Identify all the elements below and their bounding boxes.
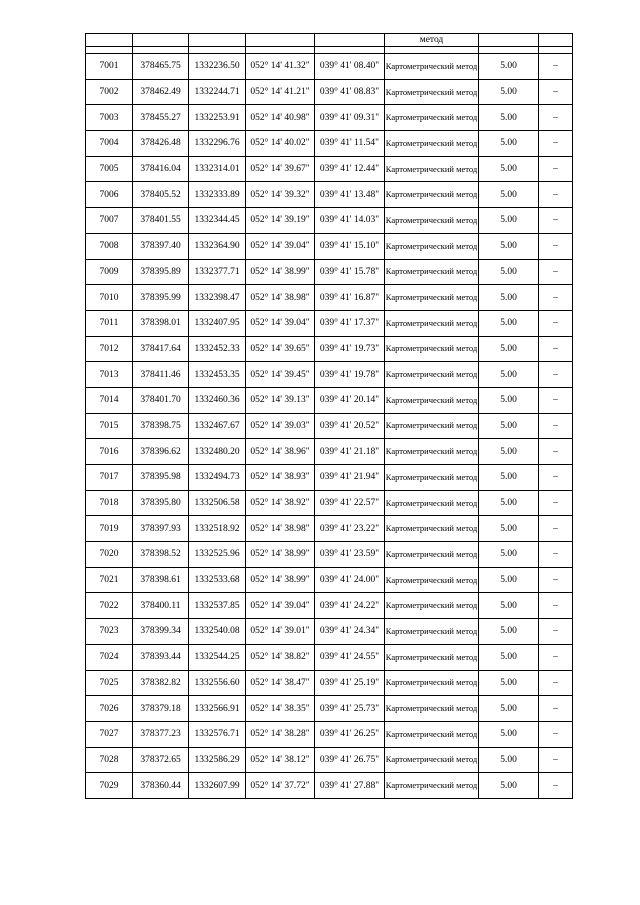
accuracy-cell: 5.00: [479, 721, 539, 747]
description-cell: –: [539, 465, 573, 491]
point-number-cell: 7005: [86, 156, 133, 182]
accuracy-cell: 5.00: [479, 465, 539, 491]
method-cell: Картометрический метод: [385, 619, 479, 645]
point-number-cell: 7016: [86, 439, 133, 465]
accuracy-cell: 5.00: [479, 516, 539, 542]
y-coordinate-cell: 1332236.50: [189, 54, 246, 80]
accuracy-cell: 5.00: [479, 285, 539, 311]
table-row: [86, 747, 573, 773]
point-number-cell: 7007: [86, 208, 133, 234]
latitude-cell: 052° 14' 39.04": [246, 233, 315, 259]
table-row: [86, 105, 573, 131]
y-coordinate-cell: 1332314.01: [189, 156, 246, 182]
accuracy-cell: 5.00: [479, 182, 539, 208]
accuracy-cell: 5.00: [479, 747, 539, 773]
description-cell: –: [539, 131, 573, 157]
longitude-cell: 039° 41' 26.25": [315, 721, 385, 747]
point-number-cell: 7004: [86, 131, 133, 157]
y-coordinate-cell: 1332296.76: [189, 131, 246, 157]
table-row: [86, 310, 573, 336]
latitude-cell: 052° 14' 38.93": [246, 465, 315, 491]
method-cell: Картометрический метод: [385, 721, 479, 747]
x-coordinate-cell: 378398.61: [133, 567, 189, 593]
point-number-cell: 7011: [86, 310, 133, 336]
latitude-cell: 052° 14' 38.98": [246, 516, 315, 542]
x-coordinate-cell: 378462.49: [133, 79, 189, 105]
latitude-cell: 052° 14' 40.02": [246, 131, 315, 157]
longitude-cell: 039° 41' 27.88": [315, 773, 385, 799]
accuracy-cell: 5.00: [479, 542, 539, 568]
table-row: [86, 542, 573, 568]
point-number-cell: 7027: [86, 721, 133, 747]
latitude-cell: 052° 14' 39.45": [246, 362, 315, 388]
x-coordinate-cell: 378398.01: [133, 310, 189, 336]
table-body: [86, 34, 573, 799]
table-row: [86, 670, 573, 696]
longitude-cell: 039° 41' 23.22": [315, 516, 385, 542]
x-coordinate-cell: 378377.23: [133, 721, 189, 747]
method-cell: Картометрический метод: [385, 131, 479, 157]
table-row: [86, 259, 573, 285]
point-number-cell: 7012: [86, 336, 133, 362]
table-row: [86, 131, 573, 157]
latitude-cell: 052° 14' 40.98": [246, 105, 315, 131]
x-coordinate-cell: 378397.93: [133, 516, 189, 542]
accuracy-cell: 5.00: [479, 567, 539, 593]
y-coordinate-cell: 1332398.47: [189, 285, 246, 311]
x-coordinate-cell: 378393.44: [133, 644, 189, 670]
x-coordinate-cell: 378398.52: [133, 542, 189, 568]
accuracy-cell: 5.00: [479, 593, 539, 619]
point-number-cell: 7025: [86, 670, 133, 696]
x-coordinate-cell: 378395.89: [133, 259, 189, 285]
latitude-cell: 052° 14' 39.13": [246, 387, 315, 413]
description-cell: –: [539, 285, 573, 311]
y-coordinate-cell: 1332566.91: [189, 696, 246, 722]
method-cell: Картометрический метод: [385, 233, 479, 259]
method-cell: Картометрический метод: [385, 439, 479, 465]
method-cell: Картометрический метод: [385, 773, 479, 799]
table-row: [86, 696, 573, 722]
y-coordinate-cell: 1332453.35: [189, 362, 246, 388]
latitude-cell: 052° 14' 39.32": [246, 182, 315, 208]
description-cell: –: [539, 490, 573, 516]
table-row: [86, 516, 573, 542]
y-coordinate-cell: 1332586.29: [189, 747, 246, 773]
method-cell: Картометрический метод: [385, 644, 479, 670]
y-coordinate-cell: 1332253.91: [189, 105, 246, 131]
x-coordinate-cell: 378401.70: [133, 387, 189, 413]
latitude-cell: 052° 14' 38.96": [246, 439, 315, 465]
latitude-cell: 052° 14' 38.12": [246, 747, 315, 773]
point-number-cell: 7029: [86, 773, 133, 799]
method-cell: Картометрический метод: [385, 387, 479, 413]
x-coordinate-cell: 378396.62: [133, 439, 189, 465]
description-cell: –: [539, 259, 573, 285]
longitude-cell: 039° 41' 08.83": [315, 79, 385, 105]
longitude-cell: 039° 41' 15.10": [315, 233, 385, 259]
x-coordinate-cell: 378360.44: [133, 773, 189, 799]
longitude-cell: 039° 41' 19.78": [315, 362, 385, 388]
accuracy-cell: 5.00: [479, 310, 539, 336]
table-row: [86, 182, 573, 208]
point-number-cell: 7017: [86, 465, 133, 491]
method-cell: Картометрический метод: [385, 156, 479, 182]
longitude-cell: 039° 41' 09.31": [315, 105, 385, 131]
accuracy-cell: 5.00: [479, 79, 539, 105]
longitude-cell: 039° 41' 24.55": [315, 644, 385, 670]
table-row: [86, 490, 573, 516]
description-cell: –: [539, 79, 573, 105]
point-number-cell: 7022: [86, 593, 133, 619]
x-coordinate-cell: 378395.99: [133, 285, 189, 311]
point-number-cell: 7024: [86, 644, 133, 670]
method-cell: Картометрический метод: [385, 310, 479, 336]
x-coordinate-cell: 378401.55: [133, 208, 189, 234]
latitude-cell: 052° 14' 37.72": [246, 773, 315, 799]
description-cell: –: [539, 362, 573, 388]
x-coordinate-cell: 378395.80: [133, 490, 189, 516]
latitude-cell: 052° 14' 38.35": [246, 696, 315, 722]
method-cell: Картометрический метод: [385, 465, 479, 491]
table-row: [86, 644, 573, 670]
point-number-cell: 7021: [86, 567, 133, 593]
description-cell: –: [539, 542, 573, 568]
method-cell: Картометрический метод: [385, 413, 479, 439]
y-coordinate-cell: 1332607.99: [189, 773, 246, 799]
description-cell: –: [539, 156, 573, 182]
method-cell: Картометрический метод: [385, 79, 479, 105]
description-cell: –: [539, 619, 573, 645]
x-coordinate-cell: 378417.64: [133, 336, 189, 362]
point-number-cell: 7001: [86, 54, 133, 80]
x-coordinate-cell: 378399.34: [133, 619, 189, 645]
latitude-cell: 052° 14' 39.04": [246, 310, 315, 336]
x-coordinate-cell: 378395.98: [133, 465, 189, 491]
description-cell: –: [539, 747, 573, 773]
method-cell: Картометрический метод: [385, 747, 479, 773]
point-number-cell: 7020: [86, 542, 133, 568]
latitude-cell: 052° 14' 38.99": [246, 567, 315, 593]
latitude-cell: 052° 14' 39.67": [246, 156, 315, 182]
table-row: [86, 465, 573, 491]
point-number-cell: 7003: [86, 105, 133, 131]
accuracy-cell: 5.00: [479, 208, 539, 234]
method-cell: Картометрический метод: [385, 670, 479, 696]
y-coordinate-cell: 1332506.58: [189, 490, 246, 516]
latitude-cell: 052° 14' 38.28": [246, 721, 315, 747]
longitude-cell: 039° 41' 19.73": [315, 336, 385, 362]
continued-row: [86, 34, 573, 47]
description-cell: –: [539, 182, 573, 208]
point-number-cell: 7019: [86, 516, 133, 542]
x-coordinate-cell: 378411.46: [133, 362, 189, 388]
accuracy-cell: 5.00: [479, 387, 539, 413]
x-coordinate-cell: 378416.04: [133, 156, 189, 182]
latitude-cell: 052° 14' 39.03": [246, 413, 315, 439]
method-cell: Картометрический метод: [385, 362, 479, 388]
point-number-cell: 7015: [86, 413, 133, 439]
point-number-cell: 7014: [86, 387, 133, 413]
point-number-cell: 7018: [86, 490, 133, 516]
method-cell: Картометрический метод: [385, 567, 479, 593]
method-cell: Картометрический метод: [385, 490, 479, 516]
description-cell: –: [539, 773, 573, 799]
y-coordinate-cell: 1332407.95: [189, 310, 246, 336]
longitude-cell: 039° 41' 20.52": [315, 413, 385, 439]
accuracy-cell: 5.00: [479, 439, 539, 465]
y-coordinate-cell: 1332467.67: [189, 413, 246, 439]
table-row: [86, 79, 573, 105]
table-row: [86, 362, 573, 388]
x-coordinate-cell: 378397.40: [133, 233, 189, 259]
description-cell: –: [539, 310, 573, 336]
longitude-cell: 039° 41' 24.34": [315, 619, 385, 645]
longitude-cell: 039° 41' 25.73": [315, 696, 385, 722]
method-cell: Картометрический метод: [385, 259, 479, 285]
point-number-cell: 7009: [86, 259, 133, 285]
x-coordinate-cell: 378426.48: [133, 131, 189, 157]
description-cell: –: [539, 644, 573, 670]
description-cell: –: [539, 670, 573, 696]
accuracy-cell: 5.00: [479, 54, 539, 80]
method-cell: Картометрический метод: [385, 182, 479, 208]
table-row: [86, 439, 573, 465]
longitude-cell: 039° 41' 11.54": [315, 131, 385, 157]
x-coordinate-cell: 378382.82: [133, 670, 189, 696]
y-coordinate-cell: 1332540.08: [189, 619, 246, 645]
table-row: [86, 593, 573, 619]
point-number-cell: 7008: [86, 233, 133, 259]
longitude-cell: 039° 41' 08.40": [315, 54, 385, 80]
x-coordinate-cell: 378465.75: [133, 54, 189, 80]
accuracy-cell: 5.00: [479, 619, 539, 645]
table-row: [86, 413, 573, 439]
latitude-cell: 052° 14' 38.98": [246, 285, 315, 311]
point-number-cell: 7028: [86, 747, 133, 773]
y-coordinate-cell: 1332377.71: [189, 259, 246, 285]
latitude-cell: 052° 14' 38.99": [246, 542, 315, 568]
description-cell: –: [539, 387, 573, 413]
y-coordinate-cell: 1332480.20: [189, 439, 246, 465]
y-coordinate-cell: 1332518.92: [189, 516, 246, 542]
y-coordinate-cell: 1332544.25: [189, 644, 246, 670]
point-number-cell: 7002: [86, 79, 133, 105]
method-cell-continued: метод: [385, 34, 479, 47]
longitude-cell: 039° 41' 14.03": [315, 208, 385, 234]
accuracy-cell: 5.00: [479, 336, 539, 362]
accuracy-cell: 5.00: [479, 696, 539, 722]
longitude-cell: 039° 41' 21.18": [315, 439, 385, 465]
point-number-cell: 7023: [86, 619, 133, 645]
accuracy-cell: 5.00: [479, 413, 539, 439]
table-row: [86, 336, 573, 362]
description-cell: –: [539, 233, 573, 259]
accuracy-cell: 5.00: [479, 156, 539, 182]
accuracy-cell: 5.00: [479, 644, 539, 670]
longitude-cell: 039° 41' 22.57": [315, 490, 385, 516]
description-cell: –: [539, 208, 573, 234]
point-number-cell: 7006: [86, 182, 133, 208]
latitude-cell: 052° 14' 38.99": [246, 259, 315, 285]
description-cell: –: [539, 567, 573, 593]
description-cell: –: [539, 696, 573, 722]
method-cell: Картометрический метод: [385, 208, 479, 234]
y-coordinate-cell: 1332533.68: [189, 567, 246, 593]
spacer-row: [86, 47, 573, 54]
table-row: [86, 387, 573, 413]
y-coordinate-cell: 1332344.45: [189, 208, 246, 234]
description-cell: –: [539, 439, 573, 465]
x-coordinate-cell: 378372.65: [133, 747, 189, 773]
y-coordinate-cell: 1332525.96: [189, 542, 246, 568]
longitude-cell: 039° 41' 13.48": [315, 182, 385, 208]
method-cell: Картометрический метод: [385, 542, 479, 568]
accuracy-cell: 5.00: [479, 131, 539, 157]
longitude-cell: 039° 41' 17.37": [315, 310, 385, 336]
longitude-cell: 039° 41' 21.94": [315, 465, 385, 491]
longitude-cell: 039° 41' 23.59": [315, 542, 385, 568]
longitude-cell: 039° 41' 12.44": [315, 156, 385, 182]
method-cell: Картометрический метод: [385, 336, 479, 362]
description-cell: –: [539, 105, 573, 131]
y-coordinate-cell: 1332452.33: [189, 336, 246, 362]
method-cell: Картометрический метод: [385, 105, 479, 131]
x-coordinate-cell: 378400.11: [133, 593, 189, 619]
y-coordinate-cell: 1332333.89: [189, 182, 246, 208]
y-coordinate-cell: 1332460.36: [189, 387, 246, 413]
longitude-cell: 039° 41' 26.75": [315, 747, 385, 773]
latitude-cell: 052° 14' 39.04": [246, 593, 315, 619]
table-row: [86, 285, 573, 311]
y-coordinate-cell: 1332537.85: [189, 593, 246, 619]
latitude-cell: 052° 14' 38.82": [246, 644, 315, 670]
description-cell: –: [539, 413, 573, 439]
latitude-cell: 052° 14' 39.01": [246, 619, 315, 645]
point-number-cell: 7010: [86, 285, 133, 311]
description-cell: –: [539, 336, 573, 362]
method-cell: Картометрический метод: [385, 593, 479, 619]
method-cell: Картометрический метод: [385, 516, 479, 542]
x-coordinate-cell: 378398.75: [133, 413, 189, 439]
y-coordinate-cell: 1332364.90: [189, 233, 246, 259]
table-row: [86, 619, 573, 645]
y-coordinate-cell: 1332576.71: [189, 721, 246, 747]
accuracy-cell: 5.00: [479, 233, 539, 259]
description-cell: –: [539, 516, 573, 542]
method-cell: Картометрический метод: [385, 54, 479, 80]
longitude-cell: 039° 41' 15.78": [315, 259, 385, 285]
table-row: [86, 233, 573, 259]
table-row: [86, 567, 573, 593]
longitude-cell: 039° 41' 20.14": [315, 387, 385, 413]
table-row: [86, 721, 573, 747]
accuracy-cell: 5.00: [479, 490, 539, 516]
longitude-cell: 039° 41' 16.87": [315, 285, 385, 311]
accuracy-cell: 5.00: [479, 105, 539, 131]
x-coordinate-cell: 378405.52: [133, 182, 189, 208]
longitude-cell: 039° 41' 24.00": [315, 567, 385, 593]
longitude-cell: 039° 41' 25.19": [315, 670, 385, 696]
longitude-cell: 039° 41' 24.22": [315, 593, 385, 619]
latitude-cell: 052° 14' 39.65": [246, 336, 315, 362]
point-number-cell: 7026: [86, 696, 133, 722]
description-cell: –: [539, 54, 573, 80]
method-cell: Картометрический метод: [385, 696, 479, 722]
latitude-cell: 052° 14' 38.92": [246, 490, 315, 516]
x-coordinate-cell: 378379.18: [133, 696, 189, 722]
description-cell: –: [539, 593, 573, 619]
x-coordinate-cell: 378455.27: [133, 105, 189, 131]
y-coordinate-cell: 1332244.71: [189, 79, 246, 105]
latitude-cell: 052° 14' 39.19": [246, 208, 315, 234]
accuracy-cell: 5.00: [479, 773, 539, 799]
table-row: [86, 156, 573, 182]
accuracy-cell: 5.00: [479, 362, 539, 388]
table-row: [86, 208, 573, 234]
y-coordinate-cell: 1332494.73: [189, 465, 246, 491]
latitude-cell: 052° 14' 41.21": [246, 79, 315, 105]
accuracy-cell: 5.00: [479, 670, 539, 696]
y-coordinate-cell: 1332556.60: [189, 670, 246, 696]
point-number-cell: 7013: [86, 362, 133, 388]
method-cell: Картометрический метод: [385, 285, 479, 311]
table-row: [86, 773, 573, 799]
description-cell: –: [539, 721, 573, 747]
table-row: [86, 54, 573, 80]
latitude-cell: 052° 14' 41.32": [246, 54, 315, 80]
coordinates-table: [85, 33, 573, 799]
accuracy-cell: 5.00: [479, 259, 539, 285]
latitude-cell: 052° 14' 38.47": [246, 670, 315, 696]
